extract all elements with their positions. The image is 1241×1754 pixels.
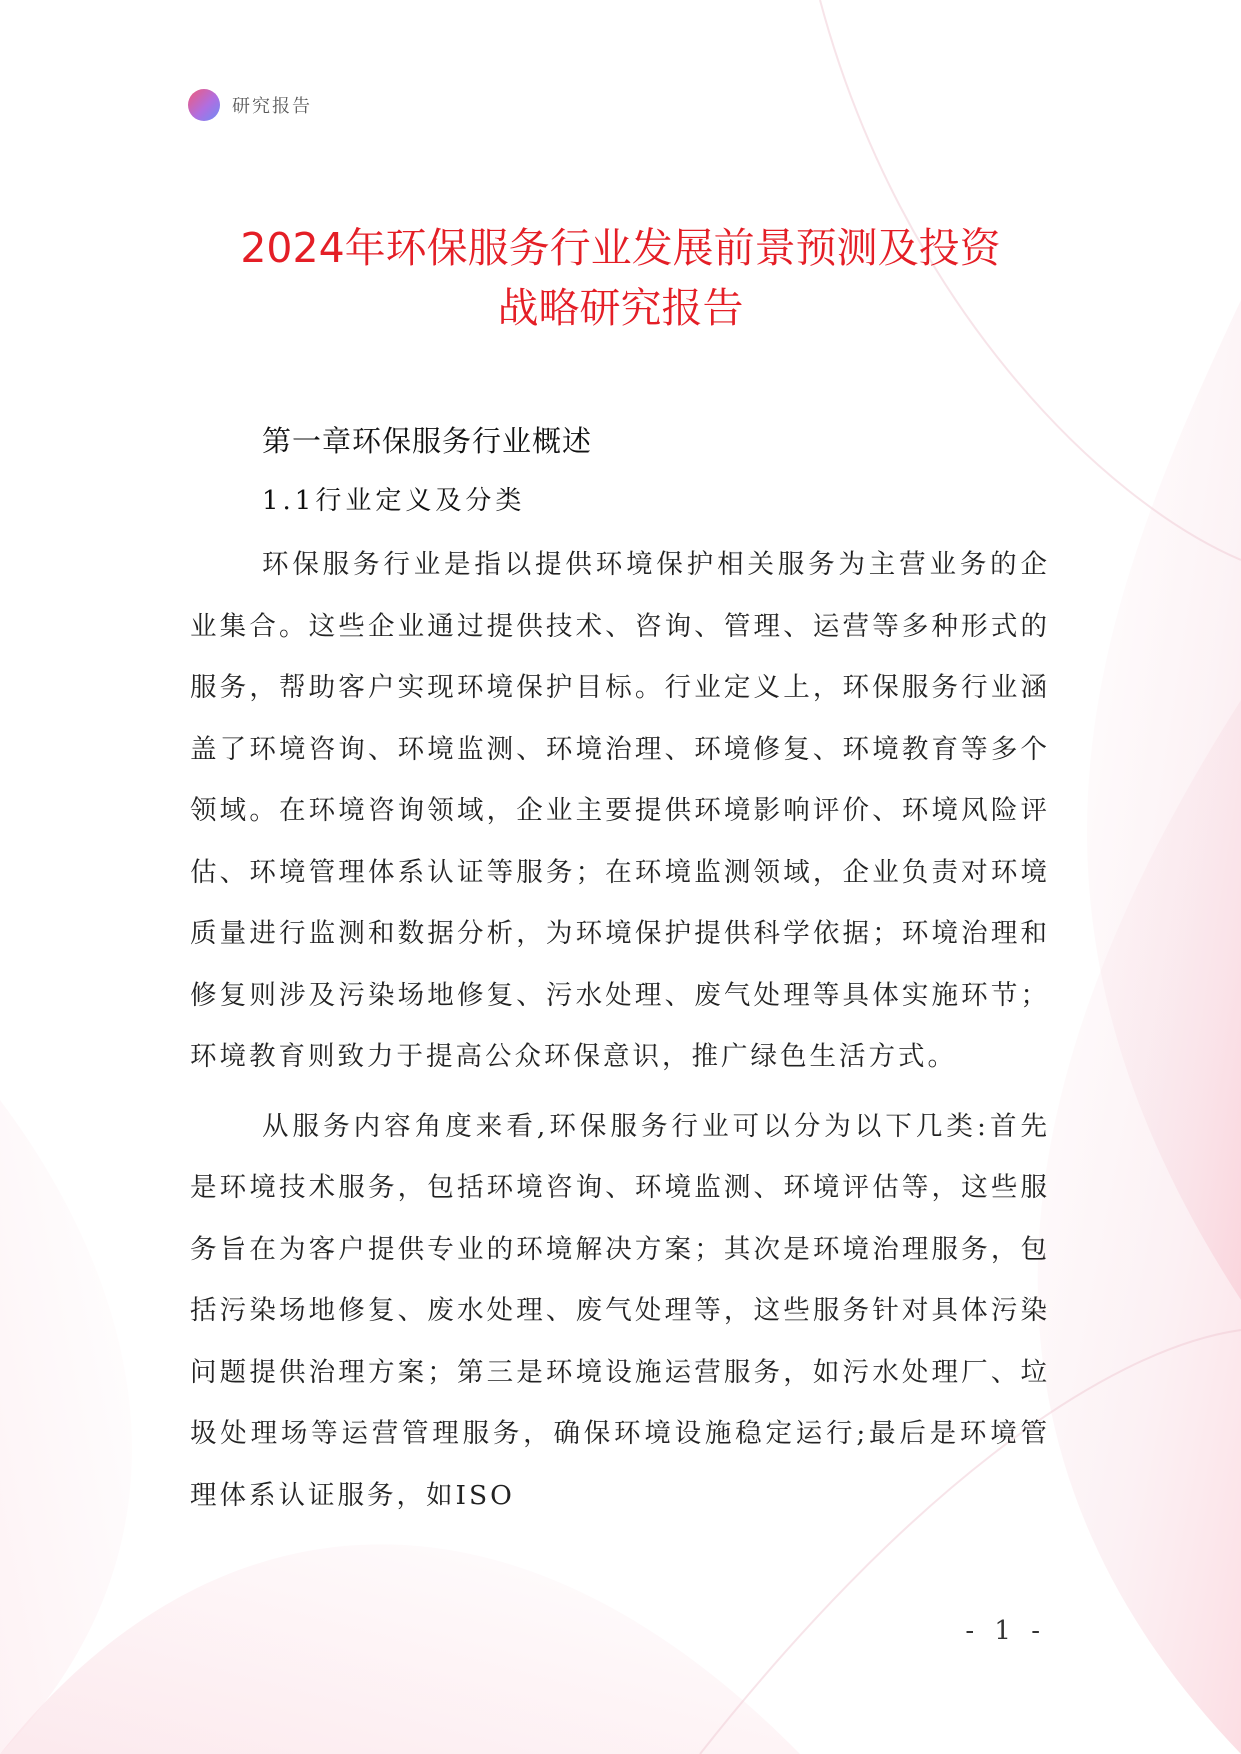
title-line-2: 战略研究报告	[497, 284, 744, 332]
report-header	[188, 88, 312, 122]
chapter-heading: 第一章环保服务行业概述	[262, 424, 593, 458]
section-heading: 1.1行业定义及分类	[262, 486, 526, 516]
page-number: - 1 -	[965, 1616, 1046, 1646]
paragraph-1: 环保服务行业是指以提供环境保护相关服务为主营业务的企业集合。这些企业通过提供技术、咨询、管理、运营等多种形式的服务，帮助客户实现环境保护目标。行业定义上，环保服务行业涵盖了环境咨询、环境监测、环境治理、环境修复、环境教育等多个领域。在环境咨询领域，企业主要提供环境影响评价、环境风险评估、环境管理体系认证等服务；在环境监测领域，企业负责对环境质量进行监测和数据分析，为环境保护提供科学依据；环境治理和修复则涉及污染场地修复、污水处理、废气处理等具体实施环节；环境教育则致力于提高公众环保意识，推广绿色生活方式。	[190, 549, 1050, 1072]
document-title	[150, 218, 1091, 338]
document-body	[190, 416, 1050, 1526]
header-label: 研究报告	[232, 96, 312, 117]
title-line-1: 2024年环保服务行业发展前景预测及投资	[240, 224, 1001, 272]
paragraph-2: 从服务内容角度来看,环保服务行业可以分为以下几类:首先是环境技术服务，包括环境咨询、环境监测、环境评估等，这些服务旨在为客户提供专业的环境解决方案；其次是环境治理服务，包括污染场地修复、废水处理、废气处理等，这些服务针对具体污染问题提供治理方案；第三是环境设施运营服务，如污水处理厂、垃圾处理场等运营管理服务，确保环境设施稳定运行;最后是环境管理体系认证服务，如ISO	[190, 1110, 1050, 1511]
logo-circle-icon	[188, 89, 220, 121]
